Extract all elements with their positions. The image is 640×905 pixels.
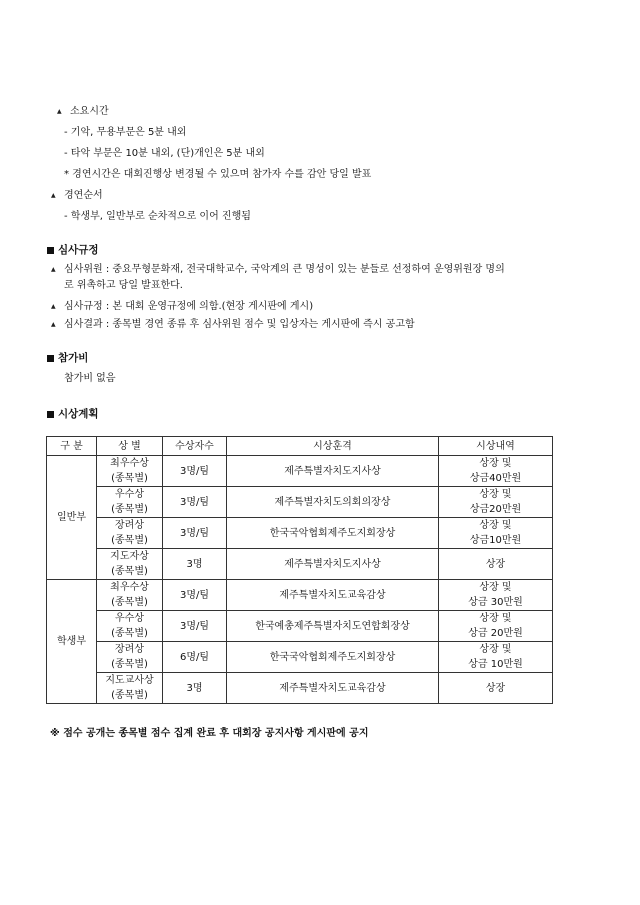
table-row bbox=[47, 642, 553, 673]
duration-note: * 경연시간은 대회진행상 변경될 수 있으며 참가자 수를 감안 당일 발표 bbox=[64, 169, 372, 180]
detail-cell: 상장 및 상금 20만원 bbox=[439, 611, 553, 642]
detail-cell: 상장 및 상금40만원 bbox=[439, 456, 553, 487]
award-heading: 시상계획 bbox=[58, 408, 99, 420]
table-row bbox=[47, 580, 553, 611]
fee-text: 참가비 없음 bbox=[64, 373, 116, 384]
table-row bbox=[47, 518, 553, 549]
count-cell: 3명/팀 bbox=[163, 580, 227, 611]
table-row bbox=[47, 456, 553, 487]
judging-heading: 심사규정 bbox=[58, 244, 99, 256]
section-square-icon bbox=[47, 355, 54, 362]
detail-cell: 상장 및 상금10만원 bbox=[439, 518, 553, 549]
bullet-icon: ▲ bbox=[51, 303, 56, 310]
judging-item: 심사결과 : 종목별 경연 종류 후 심사위원 점수 및 입상자는 게시판에 즉시 공고함 bbox=[64, 319, 415, 330]
bullet-icon: ▲ bbox=[51, 321, 56, 328]
award-cell: 우수상 (종목별) bbox=[97, 611, 163, 642]
grantor-cell: 제주특별자치도지사상 bbox=[227, 456, 439, 487]
section-square-icon bbox=[47, 247, 54, 254]
award-cell: 장려상 (종목별) bbox=[97, 518, 163, 549]
detail-cell: 상장 bbox=[439, 673, 553, 704]
award-cell: 지도자상 (종목별) bbox=[97, 549, 163, 580]
detail-cell: 상장 bbox=[439, 549, 553, 580]
award-table bbox=[46, 436, 553, 704]
header-cell: 상 별 bbox=[97, 437, 163, 456]
duration-item: - 기악, 무용부문은 5분 내외 bbox=[64, 127, 187, 138]
group-cell: 일반부 bbox=[47, 456, 97, 580]
award-cell: 우수상 (종목별) bbox=[97, 487, 163, 518]
table-header-row bbox=[47, 437, 553, 456]
section-square-icon bbox=[47, 411, 54, 418]
duration-title: 소요시간 bbox=[70, 106, 109, 117]
duration-item: - 타악 부문은 10분 내외, (단)개인은 5분 내외 bbox=[64, 148, 265, 159]
detail-cell: 상장 및 상금20만원 bbox=[439, 487, 553, 518]
table-row bbox=[47, 549, 553, 580]
count-cell: 3명 bbox=[163, 549, 227, 580]
count-cell: 3명/팀 bbox=[163, 456, 227, 487]
table-row bbox=[47, 673, 553, 704]
order-item: - 학생부, 일반부로 순차적으로 이어 진행됨 bbox=[64, 211, 251, 222]
award-cell: 지도교사상 (종목별) bbox=[97, 673, 163, 704]
grantor-cell: 제주특별자치도교육감상 bbox=[227, 580, 439, 611]
award-cell: 장려상 (종목별) bbox=[97, 642, 163, 673]
bullet-icon: ▲ bbox=[51, 266, 56, 273]
table-row bbox=[47, 611, 553, 642]
count-cell: 3명 bbox=[163, 673, 227, 704]
count-cell: 3명/팀 bbox=[163, 611, 227, 642]
header-cell: 수상자수 bbox=[163, 437, 227, 456]
award-cell: 최우수상 (종목별) bbox=[97, 580, 163, 611]
judging-item-cont: 로 위촉하고 당일 발표한다. bbox=[64, 280, 183, 291]
bullet-icon: ▲ bbox=[57, 108, 62, 115]
header-cell: 구 분 bbox=[47, 437, 97, 456]
judging-item: 심사규정 : 본 대회 운영규정에 의함.(현장 게시판에 게시) bbox=[64, 301, 314, 312]
detail-cell: 상장 및 상금 30만원 bbox=[439, 580, 553, 611]
footnote: ※ 점수 공개는 종목별 점수 집계 완료 후 대회장 공지사항 게시판에 공지 bbox=[50, 728, 369, 739]
header-cell: 시상내역 bbox=[439, 437, 553, 456]
award-cell: 최우수상 (종목별) bbox=[97, 456, 163, 487]
bullet-icon: ▲ bbox=[51, 192, 56, 199]
count-cell: 3명/팀 bbox=[163, 487, 227, 518]
count-cell: 6명/팀 bbox=[163, 642, 227, 673]
table-row bbox=[47, 487, 553, 518]
detail-cell: 상장 및 상금 10만원 bbox=[439, 642, 553, 673]
judging-item: 심사위원 : 중요무형문화재, 전국대학교수, 국악계의 큰 명성이 있는 분들로 선정하여 운영위원장 명의 bbox=[64, 264, 505, 275]
group-cell: 학생부 bbox=[47, 580, 97, 704]
order-title: 경연순서 bbox=[64, 190, 103, 201]
grantor-cell: 한국국악협회제주도지회장상 bbox=[227, 518, 439, 549]
grantor-cell: 제주특별자치도지사상 bbox=[227, 549, 439, 580]
grantor-cell: 한국국악협회제주도지회장상 bbox=[227, 642, 439, 673]
grantor-cell: 제주특별자치도교육감상 bbox=[227, 673, 439, 704]
fee-heading: 참가비 bbox=[58, 352, 89, 364]
grantor-cell: 제주특별자치도의회의장상 bbox=[227, 487, 439, 518]
header-cell: 시상훈격 bbox=[227, 437, 439, 456]
grantor-cell: 한국예총제주특별자치도연합회장상 bbox=[227, 611, 439, 642]
count-cell: 3명/팀 bbox=[163, 518, 227, 549]
